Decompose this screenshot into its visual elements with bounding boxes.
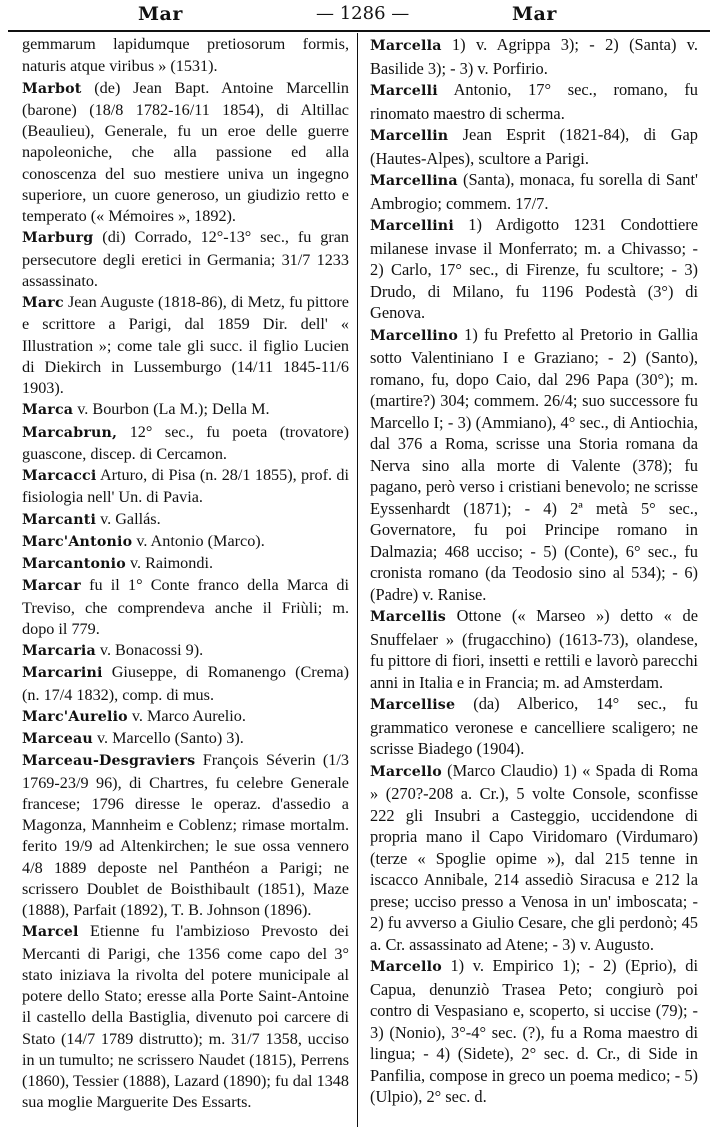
dictionary-entry: [370, 955, 698, 1108]
entry-headword: Marc'Aurelio: [22, 708, 128, 725]
entry-headword: Marc'Antonio: [22, 533, 133, 550]
running-head-right: Mar: [512, 3, 557, 25]
dictionary-entry: [370, 34, 698, 79]
entry-text: (de) Jean Bapt. Antoine Marcellin (barone) (18/8 1782-16/11 1854), di Altillac (Beaulieu), Generale, fu un eroe delle guerre napoleoniche, che alla passione ed alla conoscenza del suo mestiere univa un ingegno superiore, un cuore generoso, un giudizio retto e temperato (« Mémoires », 1892).: [22, 78, 349, 225]
entry-headword: Marcar: [22, 578, 81, 595]
dictionary-entry: [22, 728, 349, 750]
entry-headword: Marcello: [370, 959, 442, 975]
dictionary-entry: [22, 422, 349, 466]
entry-text: Ottone (« Marseo ») detto « de Snuffelaer » (frugacchino) (1613-73), olandese, fu pittore di fiori, insetti e rettili e lavorò parecchi anni in Italia e in Francia; m. ad Amsterdam.: [370, 606, 698, 692]
entry-headword: Marcanti: [22, 511, 97, 528]
entry-headword: Marcello: [370, 763, 442, 780]
dictionary-entry: [22, 78, 349, 228]
dictionary-entry: [22, 227, 349, 292]
entry-text: François Séverin (1/3 1769-23/9 96), di Chartres, fu celebre Generale francese; 1796 diresse le operaz. d'assedio a Magonza, Mannheim e Coblenz; rimase mortalm. ferito 19/9 ad Altenkirchen; le sue ossa vennero 4/8 1889 deposte nel Panthéon a Parigi; ne scrissero Doublet de Boisthibault (1851), Maze (1888), Parfait (1892), T. B. Johnson (1896).: [22, 751, 349, 919]
dictionary-entry: [22, 662, 349, 706]
entry-headword: Marcellis: [370, 609, 446, 625]
entry-text: v. Bourbon (La M.); Della M.: [73, 400, 270, 419]
entry-text: 1) v. Agrippa 3); - 2) (Santa) v. Basilide 3); - 3) v. Porfirio.: [370, 35, 698, 78]
page-header: [0, 0, 718, 28]
dictionary-entry: [22, 640, 349, 662]
entry-text: Etienne fu l'ambizioso Prevosto dei Mercanti di Parigi, che 1356 come capo del 3° stato iniziava la rivolta del potere municipale al potere dello Stato; eresse alla Porte Saint-Antoine il castello della Bastiglia, divenuto poi carcere di Stato (14/7 1789 distrutto); m. 31/7 1358, ucciso in un tumulto; ne scrissero Naudet (1815), Perrens (1860), Tessier (1888), Lazard (1890); fu dal 1348 sua moglie Marguerite Des Essarts.: [22, 922, 349, 1112]
entry-text: v. Gallás.: [96, 509, 161, 528]
entry-text: (da) Alberico, 14° sec., fu grammatico veronese e cancelliere scaligero; ne scrisse Biadego (1904).: [370, 694, 698, 758]
entry-text: 12° sec., fu poeta (trovatore) guascone, discep. di Cercamon.: [22, 422, 349, 463]
left-column: [22, 34, 349, 1114]
entry-headword: Marcacci: [22, 468, 97, 484]
entry-text: v. Marco Aurelio.: [127, 706, 246, 725]
entry-headword: Marcantonio: [22, 556, 126, 572]
dictionary-entry: [22, 399, 349, 421]
dictionary-entry: [22, 531, 349, 553]
entry-text: 1) fu Prefetto al Pretorio in Gallia sotto Valentiniano I e Graziano; - 2) (Santo), romano, fu, dopo Caio, dal 296 Papa (30°); m. (martire?) 304; commem. 26/4; suo successore fu Marcello I; - 3) (Ammiano), 4° sec., di Antiochia, dal 376 a Roma, scrisse una Storia romana da Nerva sino alla morte di Valente (378); fu pagano, però verso i cristiani benevolo; ne scrisse Eyssenhardt (1871); - 4) 2ª metà 5° sec., Governatore, fu poi Principe romano in Dalmazia; 468 ucciso; - 5) (Conte), 6° sec., fu cronista romano (da Teodosio sino al 534); - 6) (Padre) v. Ranise.: [370, 324, 698, 604]
entry-text: v. Antonio (Marco).: [132, 531, 265, 550]
dictionary-entry: [22, 921, 349, 1113]
entry-text: Jean Esprit (1821-84), di Gap (Hautes-Alpes), scultore a Parigi.: [370, 125, 698, 168]
dictionary-entry: [22, 575, 349, 640]
entry-text: Jean Auguste (1818-86), di Metz, fu pittore e scrittore a Parigi, dal 1859 Dir. dell' « Illustration »; come tale gli succ. il figlio Lucien di Diekirch in Lussemburgo (14/11 1845-11/6 1903).: [22, 293, 349, 397]
entry-text: fu il 1° Conte franco della Marca di Treviso, che comprendeva anche il Friùli; m. dopo il 779.: [22, 576, 349, 638]
dictionary-entry: [22, 292, 349, 399]
entry-text: Arturo, di Pisa (n. 28/1 1855), prof. di fisiologia nell' Un. di Pavia.: [22, 466, 349, 507]
dictionary-entry: [370, 79, 698, 124]
dictionary-entry: [370, 169, 698, 214]
dictionary-entry: [22, 34, 349, 78]
dictionary-entry: [370, 760, 698, 956]
entry-headword: Marcella: [370, 38, 442, 54]
dictionary-entry: [370, 693, 698, 760]
entry-headword: Marcellini: [370, 218, 454, 234]
entry-text: Giuseppe, di Romanengo (Crema) (n. 17/4 1832), comp. di mus.: [22, 663, 349, 704]
entry-headword: Marcellino: [370, 327, 458, 344]
right-column: [370, 34, 698, 1108]
entry-text: (Santa), monaca, fu sorella di Sant' Ambrogio; commem. 17/7.: [370, 170, 698, 213]
entry-text: (Marco Claudio) 1) « Spada di Roma » (270?-208 a. Cr.), 5 volte Console, sconfisse 222 gli Insubri a Casteggio, uccidendone di propria mano il Capo Viridomaro (Virdumaro) (terze « Spoglie opime »), dal 215 tenne in iscacco Annibale, 214 assediò Siracusa e 212 la prese; ucciso presso a Venosa in un' imboscata; - 2) fu avverso a Giulio Cesare, che gli perdonò; 45 a. Cr. assassinato ad Atene; - 3) v. Augusto.: [370, 760, 698, 954]
entry-text: gemmarum lapidumque pretiosorum formis, naturis atque viribus » (1531).: [22, 35, 349, 76]
entry-text: v. Marcello (Santo) 3).: [92, 729, 244, 747]
entry-headword: Marca: [22, 402, 74, 419]
entry-headword: Marburg: [22, 230, 94, 247]
dictionary-entry: [370, 124, 698, 169]
dictionary-entry: [370, 324, 698, 606]
dictionary-entry: [22, 465, 349, 509]
entry-headword: Marcellina: [370, 173, 458, 189]
dictionary-entry: [22, 750, 349, 921]
entry-headword: Marceau: [22, 731, 93, 747]
entry-text: v. Raimondi.: [125, 554, 213, 572]
entry-headword: Marcarini: [22, 665, 103, 682]
dictionary-entry: [22, 509, 349, 531]
entry-headword: Marbot: [22, 80, 82, 97]
entry-headword: Marcellise: [370, 697, 456, 713]
entry-headword: Marcabrun,: [22, 424, 118, 441]
entry-text: v. Bonacossi 9).: [95, 641, 204, 659]
entry-headword: Marcaria: [22, 643, 96, 659]
dictionary-entry: [370, 214, 698, 324]
dictionary-entry: [370, 605, 698, 693]
dictionary-entry: [22, 706, 349, 728]
column-divider: [357, 33, 358, 1127]
dictionary-entry: [22, 553, 349, 575]
entry-text: 1) v. Empirico 1); - 2) (Eprio), di Capua, denunziò Trasea Peto; congiurò poi contro di Vespasiano e, scoperto, si uccise (79); - 3) (Nonio), 3°-4° sec. (?), fu a Roma maestro di lingua; - 4) (Sidete), 2° sec. d. Cr., di Side in Panfilia, compose in greco un poema medico; - 5) (Ulpio), 2° sec. d.: [370, 956, 698, 1106]
entry-text: Antonio, 17° sec., romano, fu rinomato maestro di scherma.: [370, 80, 698, 123]
entry-headword: Marcelli: [370, 83, 438, 99]
entry-text: 1) Ardigotto 1231 Condottiere milanese invase il Monferrato; m. a Chivasso; - 2) Carlo, 17° sec., di Firenze, fu scultore; - 3) Drudo, di Milano, fu 1196 Podestà (3°) di Genova.: [370, 215, 698, 322]
entry-headword: Marc: [22, 295, 64, 311]
entry-headword: Marceau-Desgraviers: [22, 753, 196, 770]
page-number: — 1286 —: [316, 3, 410, 24]
entry-headword: Marcel: [22, 924, 79, 941]
header-rule: [8, 30, 710, 32]
entry-text: (di) Corrado, 12°-13° sec., fu gran persecutore degli eretici in Germania; 31/7 1233 assassinato.: [22, 228, 349, 290]
running-head-left: Mar: [138, 3, 183, 25]
entry-headword: Marcellin: [370, 128, 449, 144]
